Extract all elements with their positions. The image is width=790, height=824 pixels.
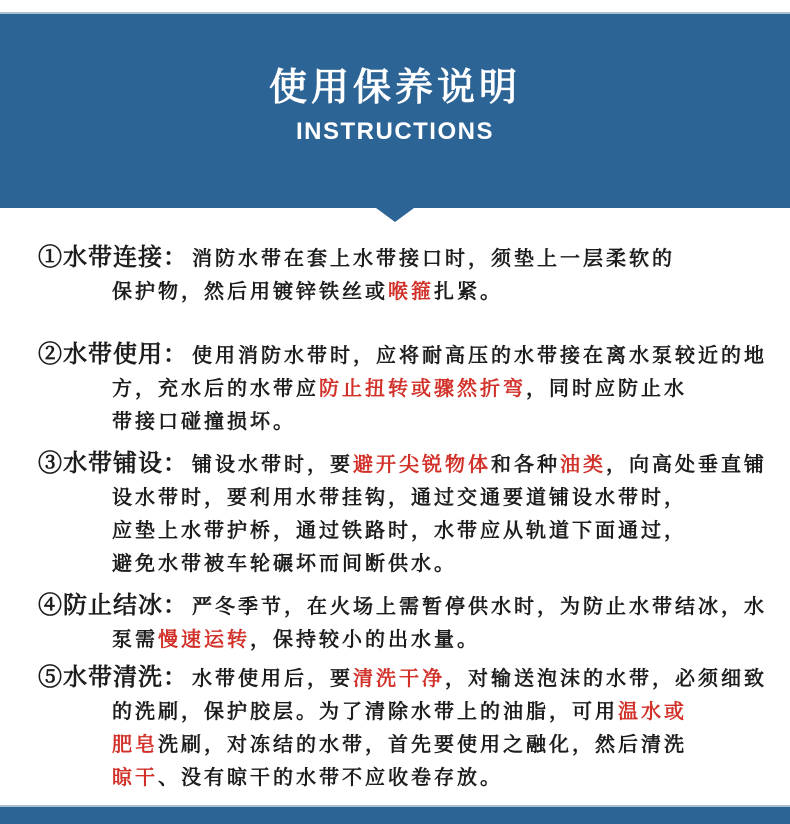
highlighted-keyword: 晾干 xyxy=(112,767,158,789)
instruction-text: 铺设水带时，要 xyxy=(192,454,353,476)
instruction-text: 洗刷，对冻结的水带，首先要使用之融化，然后清洗 xyxy=(158,734,687,756)
instruction-text: 水带使用后，要 xyxy=(192,668,353,690)
highlighted-keyword: 避开尖锐物体 xyxy=(353,454,491,476)
instruction-text: 的洗刷，保护胶层。为了清除水带上的油脂，可用 xyxy=(112,701,618,723)
instruction-item-heading: ④防止结冰： xyxy=(38,592,188,619)
highlighted-keyword: 喉箍 xyxy=(388,281,434,303)
instruction-text: ，对输送泡沫的水带，必须细致 xyxy=(445,668,767,690)
instruction-item-heading: ①水带连接： xyxy=(38,244,188,271)
instruction-text: 扎紧。 xyxy=(434,281,503,303)
highlighted-keyword: 温水或 xyxy=(618,701,687,723)
instruction-text: 避免水带被车轮碾坏而间断供水。 xyxy=(112,553,457,575)
instruction-item-heading: ③水带铺设： xyxy=(38,450,188,477)
instruction-text: ，保持较小的出水量。 xyxy=(250,629,480,651)
instruction-text: 带接口碰撞损坏。 xyxy=(112,411,296,433)
header-banner-content xyxy=(269,68,521,145)
instruction-text: 保护物，然后用镀锌铁丝或 xyxy=(112,281,388,303)
highlighted-keyword: 慢速运转 xyxy=(158,629,250,651)
highlighted-keyword: 肥皂 xyxy=(112,734,158,756)
header-banner xyxy=(0,12,790,208)
instruction-item xyxy=(0,661,790,795)
instruction-text: ，向高处垂直铺 xyxy=(606,454,767,476)
instruction-text: 严冬季节，在火场上需暂停供水时，为防止水带结冰，水 xyxy=(192,596,767,618)
instruction-item-heading: ②水带使用： xyxy=(38,341,188,368)
instruction-item-heading: ⑤水带清洗： xyxy=(38,664,188,691)
instruction-list xyxy=(0,241,790,795)
footer-strip xyxy=(0,805,790,824)
highlighted-keyword: 清洗干净 xyxy=(353,668,445,690)
instruction-text: 使用消防水带时，应将耐高压的水带接在离水泵较近的地 xyxy=(192,345,767,367)
instruction-text: 设水带时，要利用水带挂钩，通过交通要道铺设水带时， xyxy=(112,487,687,509)
instruction-text: 方，充水后的水带应 xyxy=(112,378,319,400)
highlighted-keyword: 油类 xyxy=(560,454,606,476)
highlighted-keyword: 防止扭转或骤然折弯 xyxy=(319,378,526,400)
instruction-item xyxy=(0,447,790,581)
instruction-text: 泵需 xyxy=(112,629,158,651)
instruction-text: 、没有晾干的水带不应收卷存放。 xyxy=(158,767,503,789)
instruction-item xyxy=(0,241,790,309)
instruction-text: 消防水带在套上水带接口时，须垫上一层柔软的 xyxy=(192,248,675,270)
page-subtitle: INSTRUCTIONS xyxy=(295,118,494,146)
instruction-text: 应垫上水带护桥，通过铁路时，水带应从轨道下面通过， xyxy=(112,520,687,542)
instruction-text: ，同时应防止水 xyxy=(526,378,687,400)
page-title: 使用保养说明 xyxy=(268,66,521,109)
banner-pointer-icon xyxy=(376,208,414,222)
instruction-item xyxy=(0,589,790,657)
instruction-item xyxy=(0,338,790,439)
instruction-text: 和各种 xyxy=(491,454,560,476)
